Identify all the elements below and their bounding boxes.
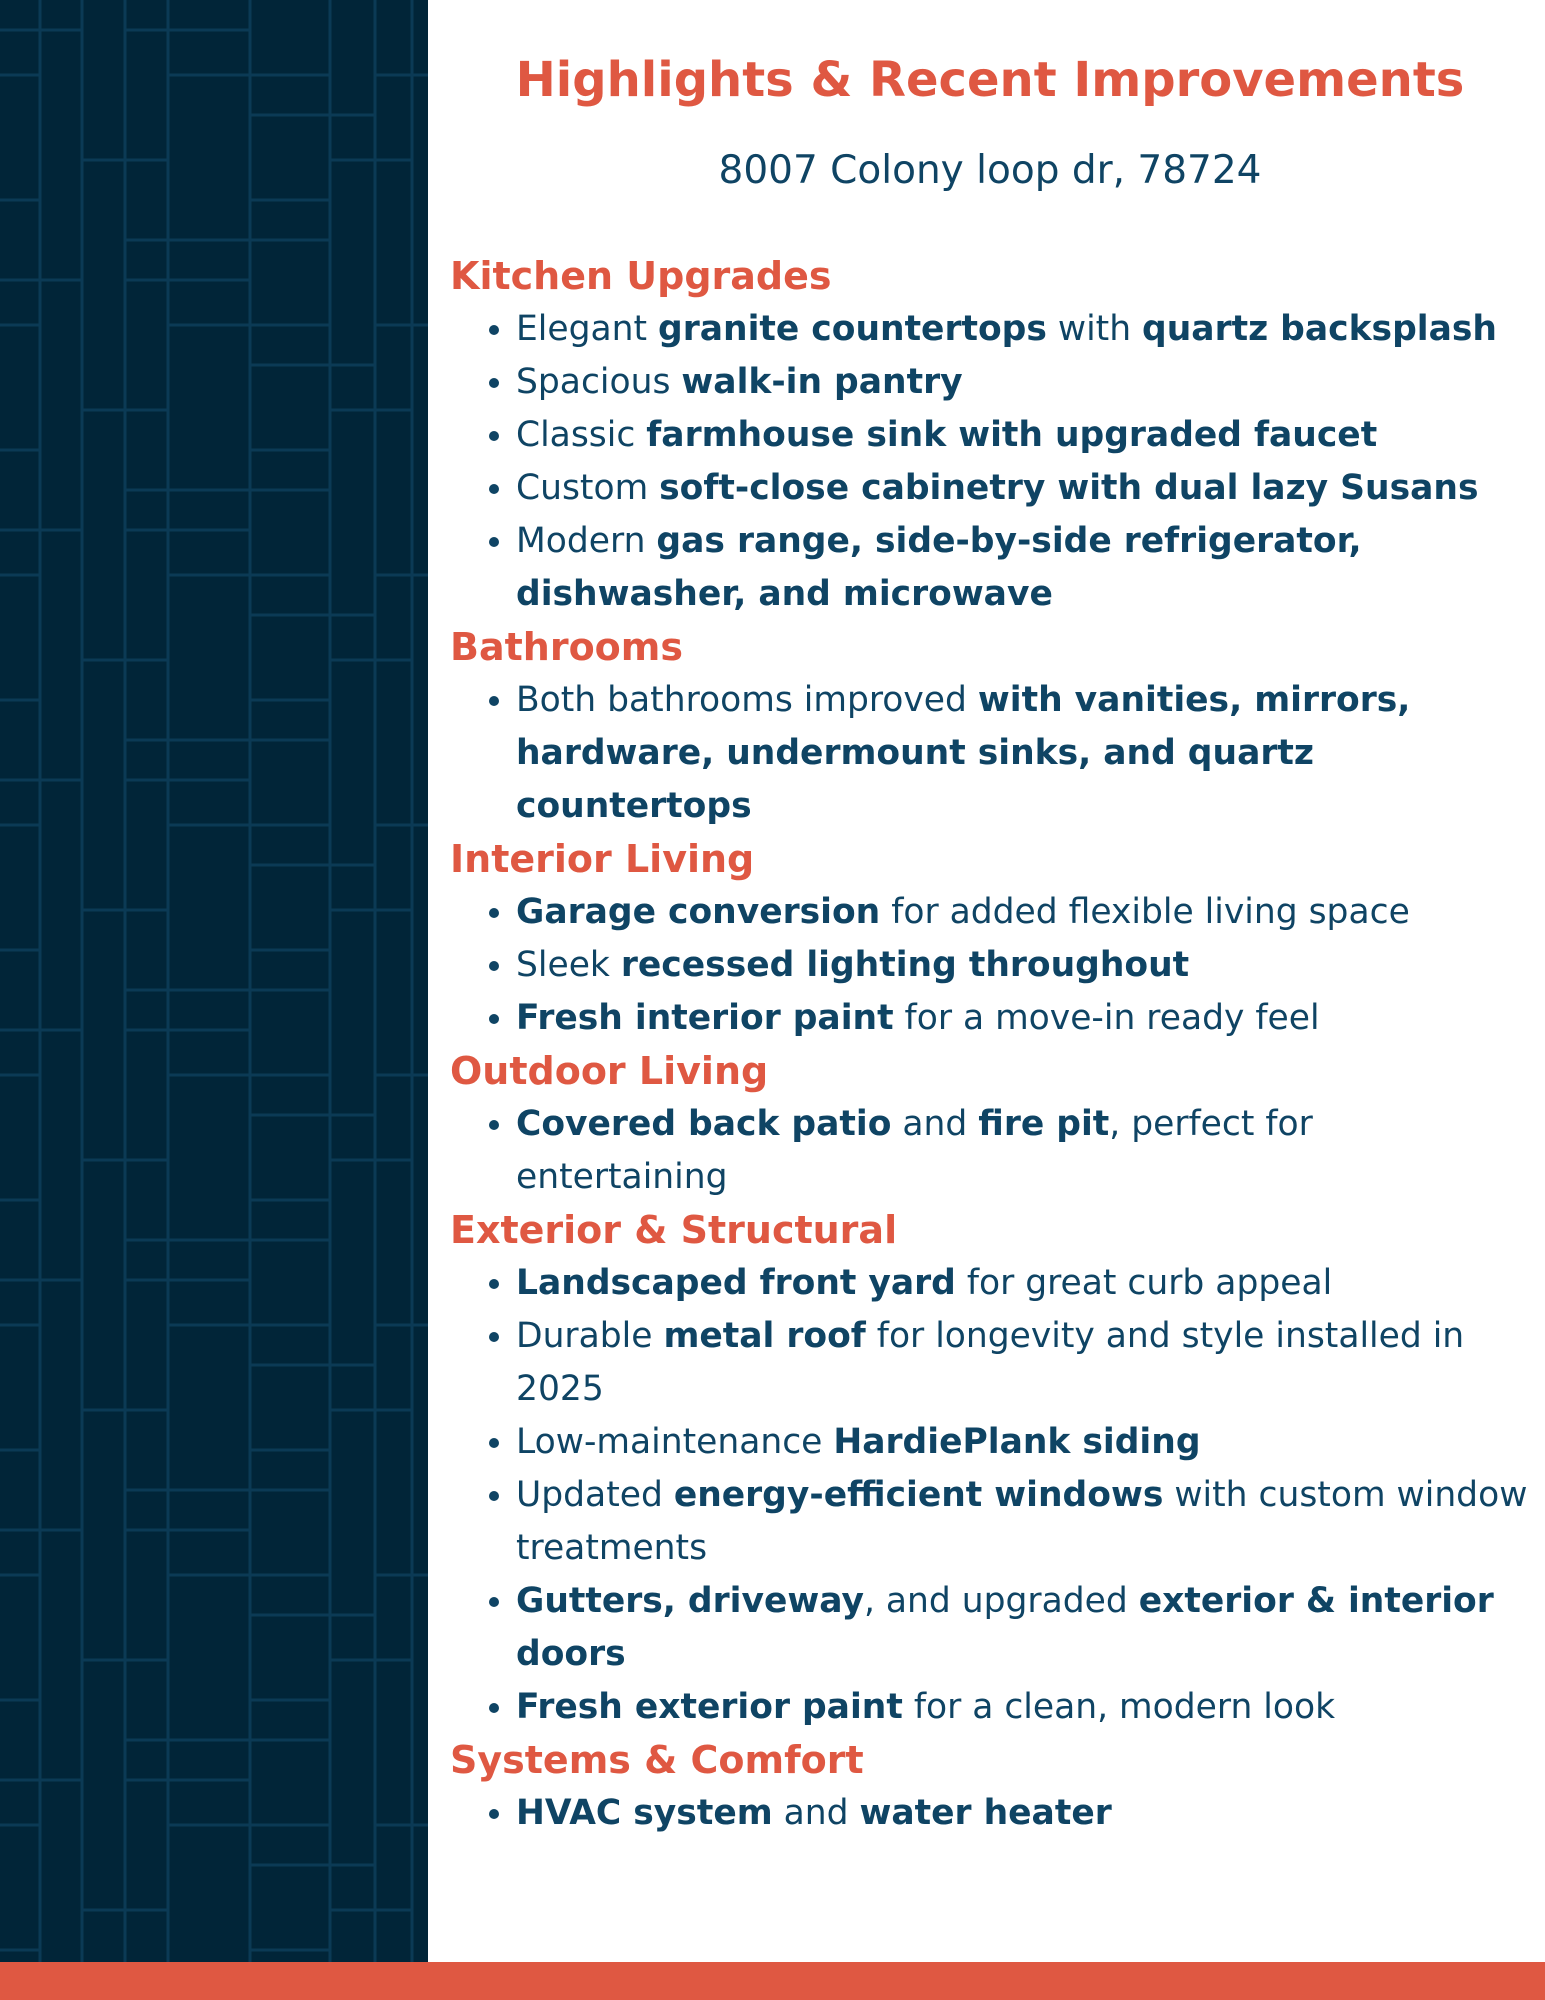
text-segment: , perfect for entertaining: [516, 1104, 1313, 1197]
bullet-list: [450, 674, 1530, 833]
bold-text: fire pit: [978, 1104, 1110, 1144]
text-segment: Sleek: [516, 945, 621, 985]
text-segment: for a move-in ready feel: [893, 998, 1320, 1038]
bold-text: recessed lighting throughout: [620, 945, 1190, 985]
text-segment: for added flexible living space: [880, 892, 1410, 932]
bold-text: Fresh interior paint: [516, 998, 894, 1038]
list-item: [516, 1257, 1530, 1310]
list-item: [516, 1787, 1530, 1840]
bullet-list: [450, 1787, 1530, 1840]
list-item: [516, 939, 1530, 992]
list-item: [516, 674, 1530, 833]
text-segment: for a clean, modern look: [902, 1687, 1336, 1727]
text-segment: Low-maintenance: [516, 1422, 834, 1462]
bold-text: HVAC system: [516, 1793, 773, 1833]
list-item: [516, 886, 1530, 939]
bold-text: Gutters, driveway: [516, 1581, 864, 1621]
list-item: [516, 1310, 1530, 1416]
list-item: [516, 1575, 1530, 1681]
list-item: [516, 462, 1530, 515]
bullet-list: [450, 1098, 1530, 1204]
text-segment: Classic: [516, 415, 647, 455]
bold-text: Garage conversion: [516, 892, 881, 932]
bold-text: gas range, side-by-side refrigerator, dishwasher, and microwave: [516, 521, 1362, 614]
bold-text: farmhouse sink with upgraded faucet: [646, 415, 1378, 455]
text-segment: for longevity and style installed in 2025: [516, 1316, 1465, 1409]
text-segment: and: [772, 1793, 860, 1833]
text-segment: Both bathrooms improved: [516, 680, 978, 720]
section-heading: Bathrooms: [450, 625, 683, 669]
bold-text: energy-efficient windows: [673, 1475, 1164, 1515]
property-address: 8007 Colony loop dr, 78724: [718, 148, 1262, 193]
text-segment: Durable: [516, 1316, 664, 1356]
bullet-list: [450, 303, 1530, 621]
list-item: [516, 303, 1530, 356]
text-segment: for great curb appeal: [955, 1263, 1333, 1303]
sections-list: [450, 250, 1530, 1840]
list-item: [516, 515, 1530, 621]
list-item: [516, 1681, 1530, 1734]
bold-text: exterior & interior doors: [516, 1581, 1494, 1674]
text-segment: Modern: [516, 521, 657, 561]
text-segment: Spacious: [516, 362, 682, 402]
section-heading: Kitchen Upgrades: [450, 254, 832, 298]
bold-text: Fresh exterior paint: [516, 1687, 903, 1727]
list-item: [516, 1416, 1530, 1469]
bullet-list: [450, 886, 1530, 1045]
list-item: [516, 1098, 1530, 1204]
bold-text: walk-in pantry: [681, 362, 963, 402]
bullet-list: [450, 1257, 1530, 1734]
bold-text: metal roof: [663, 1316, 866, 1356]
text-segment: Elegant: [516, 309, 659, 349]
text-segment: Custom: [516, 468, 660, 508]
text-segment: , and upgraded: [863, 1581, 1139, 1621]
bold-text: water heater: [859, 1793, 1112, 1833]
text-segment: and: [891, 1104, 979, 1144]
text-segment: Updated: [516, 1475, 674, 1515]
bold-text: soft-close cabinetry with dual lazy Susans: [659, 468, 1479, 508]
footer-accent-bar: [0, 1962, 1545, 2000]
list-item: [516, 1469, 1530, 1575]
text-segment: with: [1046, 309, 1143, 349]
geometric-pattern: [0, 0, 428, 1962]
list-item: [516, 356, 1530, 409]
bold-text: quartz backsplash: [1142, 309, 1497, 349]
list-item: [516, 992, 1530, 1045]
section-heading: Exterior & Structural: [450, 1208, 898, 1252]
list-item: [516, 409, 1530, 462]
decorative-sidebar: [0, 0, 428, 1962]
bold-text: HardiePlank siding: [833, 1422, 1201, 1462]
page-title: Highlights & Recent Improvements: [515, 52, 1465, 108]
bold-text: Covered back patio: [516, 1104, 892, 1144]
text-segment: with custom window treatments: [516, 1475, 1528, 1568]
bold-text: Landscaped front yard: [516, 1263, 956, 1303]
bold-text: granite countertops: [658, 309, 1047, 349]
bold-text: with vanities, mirrors, hardware, undermount sinks, and quartz countertops: [516, 680, 1411, 826]
section-heading: Outdoor Living: [450, 1049, 769, 1093]
section-heading: Interior Living: [450, 837, 755, 881]
section-heading: Systems & Comfort: [450, 1738, 864, 1782]
